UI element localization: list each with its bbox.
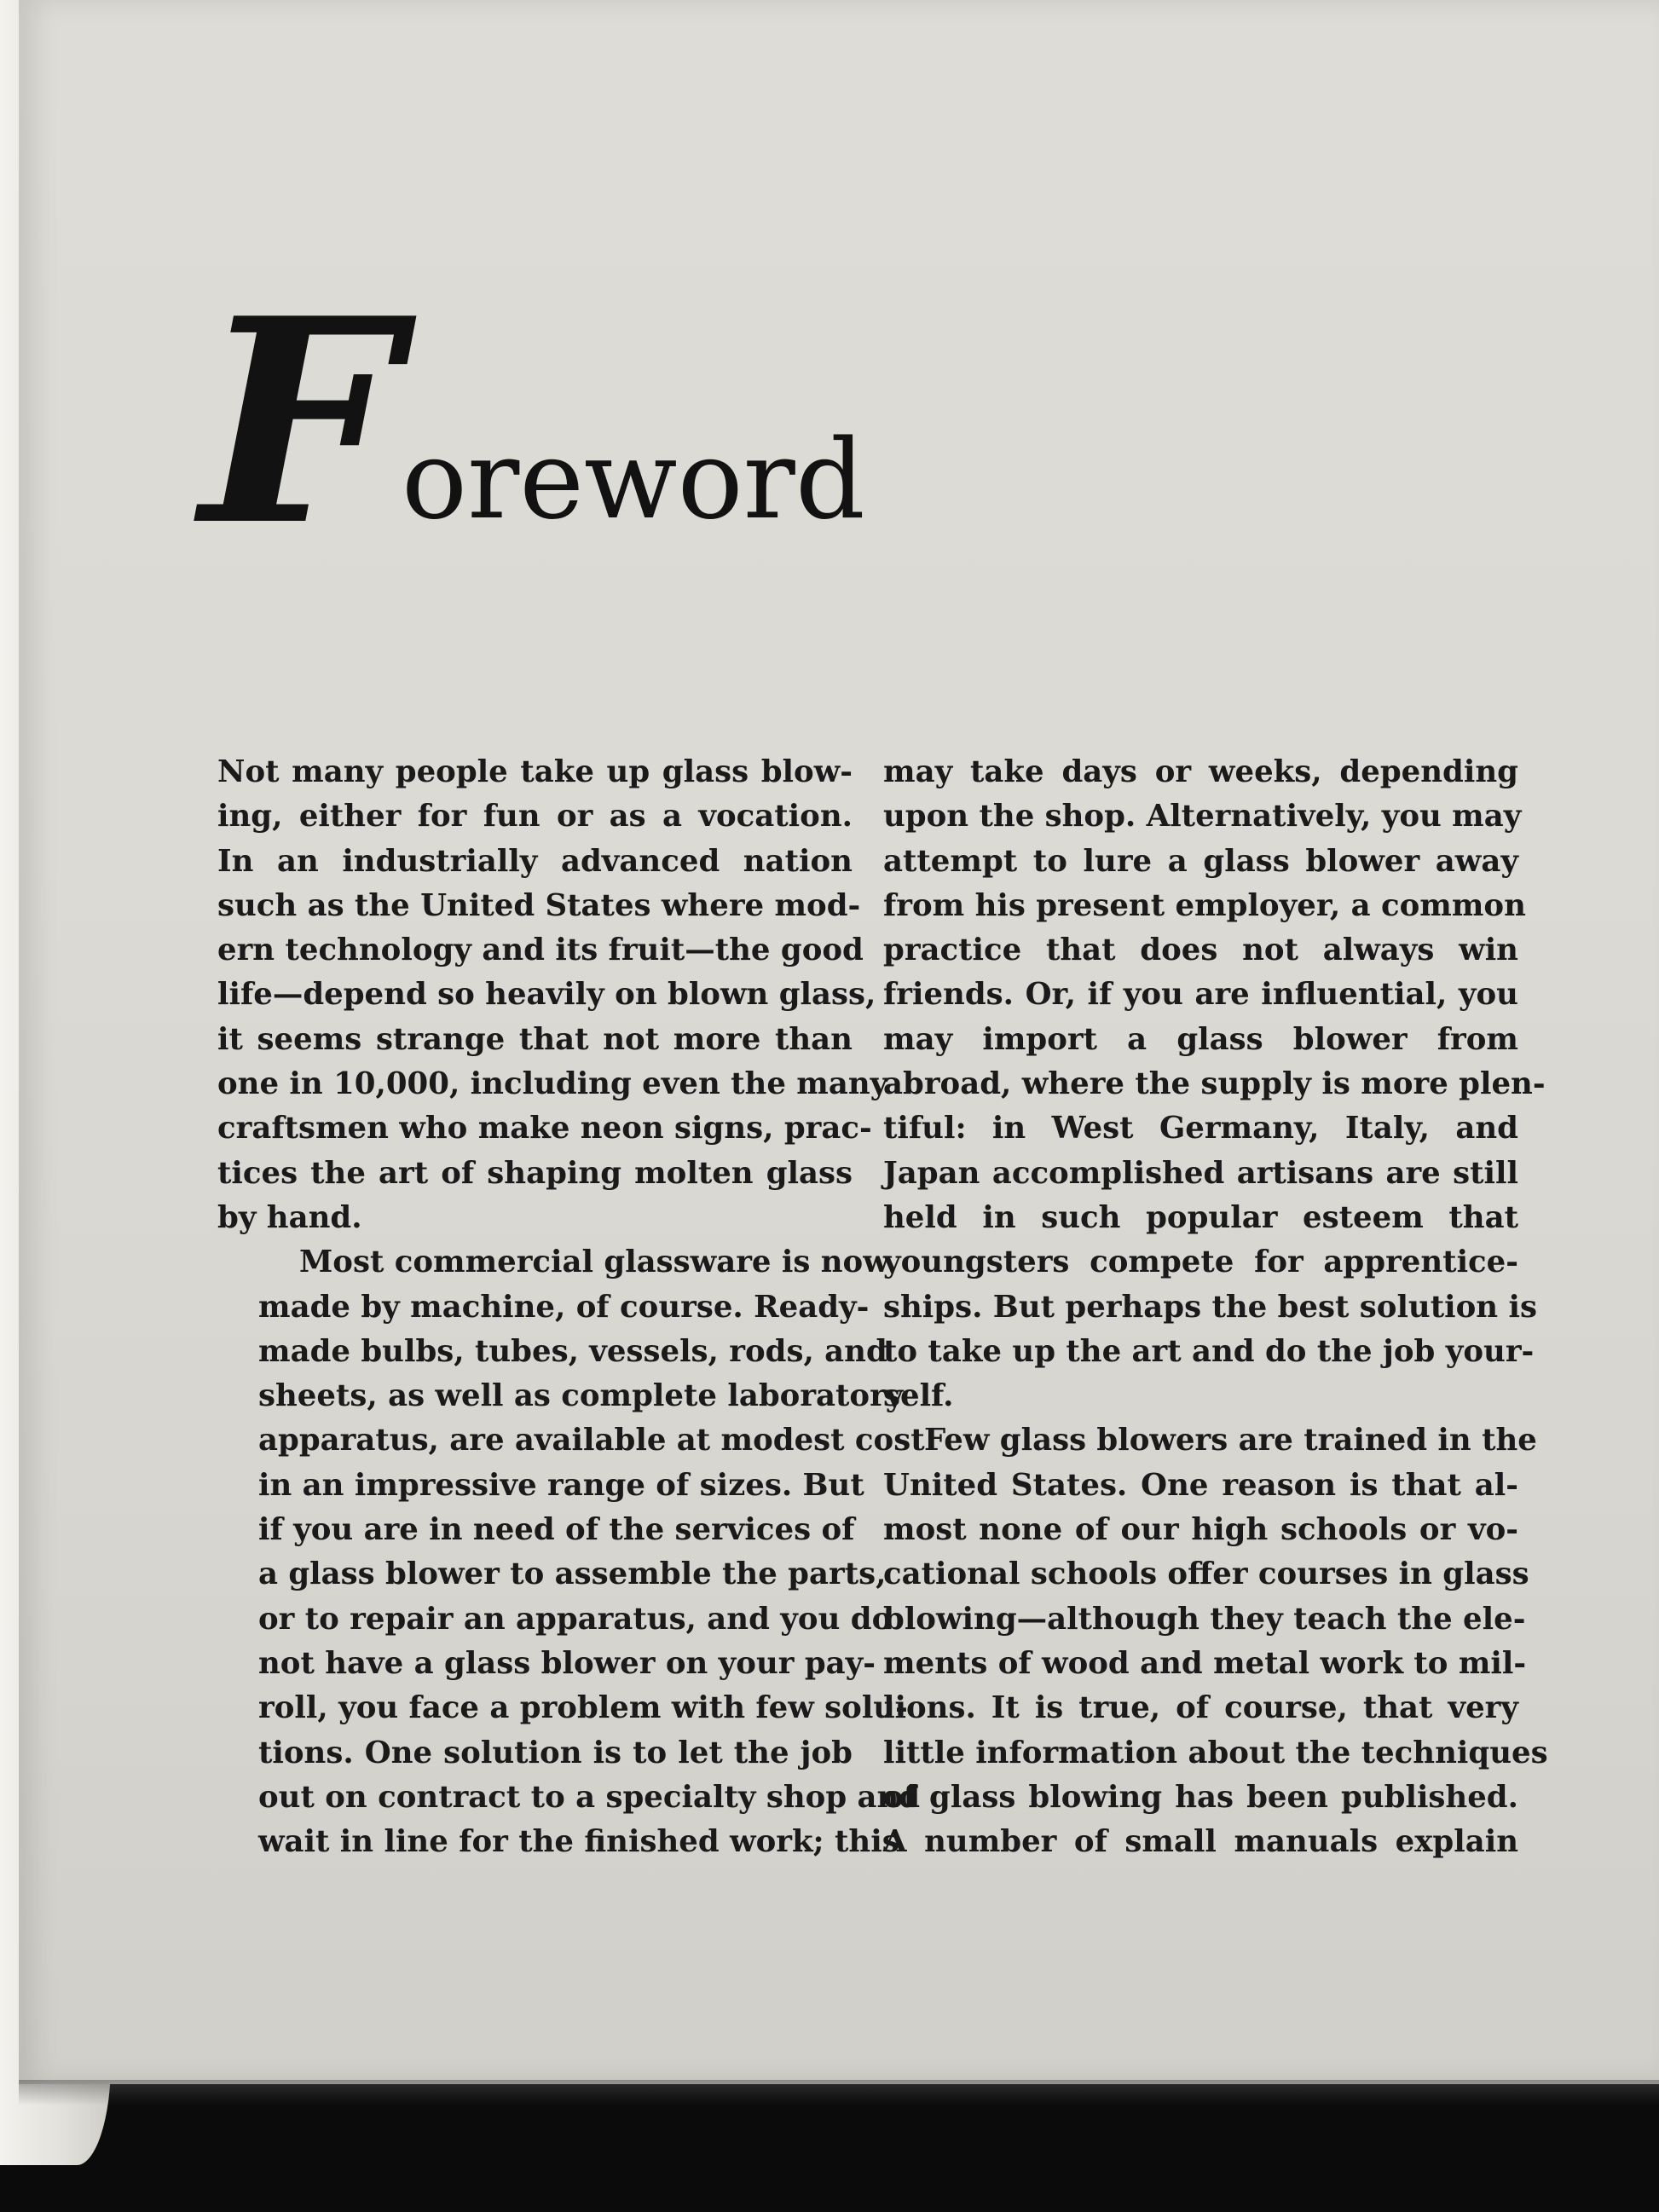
text-line: may import a glass blower from — [883, 1021, 1518, 1057]
text-line: little information about the techniques — [883, 1735, 1548, 1770]
text-line: one in 10,000, including even the many — [217, 1066, 888, 1102]
text-line: United States. One reason is that al- — [883, 1467, 1518, 1503]
text-line: friends. Or, if you are influential, you — [883, 977, 1518, 1013]
text-line: wait in line for the finished work; this — [258, 1824, 899, 1860]
text-line: or to repair an apparatus, and you do — [258, 1601, 893, 1637]
text-line: practice that does not always win — [883, 933, 1518, 968]
text-line: out on contract to a specialty shop and — [258, 1779, 921, 1815]
text-line: life—depend so heavily on blown glass, — [217, 977, 876, 1013]
text-line: to take up the art and do the job your- — [883, 1333, 1535, 1369]
text-line: from his present employer, a common — [883, 887, 1526, 923]
left-paragraph-1 — [217, 750, 888, 1240]
text-line: tions. One solution is to let the job — [258, 1735, 853, 1770]
right-text-column — [883, 750, 1548, 1864]
text-line: may take days or weeks, depending — [883, 754, 1518, 789]
text-line: by hand. — [217, 1199, 362, 1235]
text-line: such as the United States where mod- — [217, 887, 861, 923]
text-line: tiful: in West Germany, Italy, and — [883, 1111, 1518, 1146]
text-line: made by machine, of course. Ready- — [258, 1289, 870, 1325]
text-line: ments of wood and metal work to mil- — [883, 1645, 1527, 1681]
text-line: Most commercial glassware is now — [299, 1245, 889, 1280]
text-line: a glass blower to assemble the parts, — [258, 1556, 887, 1592]
text-line: In an industrially advanced nation — [217, 843, 853, 879]
page-title — [200, 257, 882, 587]
text-line: Few glass blowers are trained in the — [924, 1423, 1537, 1458]
text-line: apparatus, are available at modest cost — [258, 1423, 925, 1458]
text-line: sheets, as well as complete laboratory — [258, 1378, 904, 1414]
page-bottom-shadow — [19, 2080, 1659, 2105]
text-line: roll, you face a problem with few solu- — [258, 1690, 908, 1726]
text-line: A number of small manuals explain — [883, 1824, 1518, 1860]
text-line: of glass blowing has been published. — [883, 1779, 1518, 1815]
text-line: ships. But perhaps the best solution is — [883, 1289, 1537, 1325]
text-line: abroad, where the supply is more plen- — [883, 1066, 1546, 1102]
text-line: not have a glass blower on your pay- — [258, 1645, 876, 1681]
title-initial-letter: F — [200, 257, 396, 587]
text-line: most none of our high schools or vo- — [883, 1512, 1518, 1548]
text-line: tices the art of shaping molten glass — [217, 1155, 853, 1191]
text-line: blowing—although they teach the ele- — [883, 1601, 1526, 1637]
text-line: lions. It is true, of course, that very — [883, 1690, 1518, 1726]
text-line: held in such popular esteem that — [883, 1199, 1518, 1235]
right-paragraph-2 — [883, 1418, 1548, 1864]
text-line: in an impressive range of sizes. But — [258, 1467, 864, 1503]
text-line: cational schools offer courses in glass — [883, 1556, 1529, 1592]
text-line: ern technology and its fruit—the good — [217, 933, 864, 968]
text-line: self. — [883, 1378, 954, 1414]
text-line: attempt to lure a glass blower away — [883, 843, 1518, 879]
text-line: craftsmen who make neon signs, prac- — [217, 1111, 872, 1146]
text-line: upon the shop. Alternatively, you may — [883, 799, 1522, 835]
text-line: ing, either for fun or as a vocation. — [217, 799, 853, 835]
title-remaining-letters: oreword — [402, 417, 865, 544]
text-line: Japan accomplished artisans are still — [883, 1155, 1518, 1191]
text-line: it seems strange that not more than — [217, 1021, 853, 1057]
right-paragraph-1 — [883, 750, 1546, 1418]
text-line: Not many people take up glass blow- — [217, 754, 853, 789]
text-line: made bulbs, tubes, vessels, rods, and — [258, 1333, 887, 1369]
text-line: if you are in need of the services of — [258, 1512, 855, 1548]
text-line: youngsters compete for apprentice- — [883, 1245, 1518, 1280]
